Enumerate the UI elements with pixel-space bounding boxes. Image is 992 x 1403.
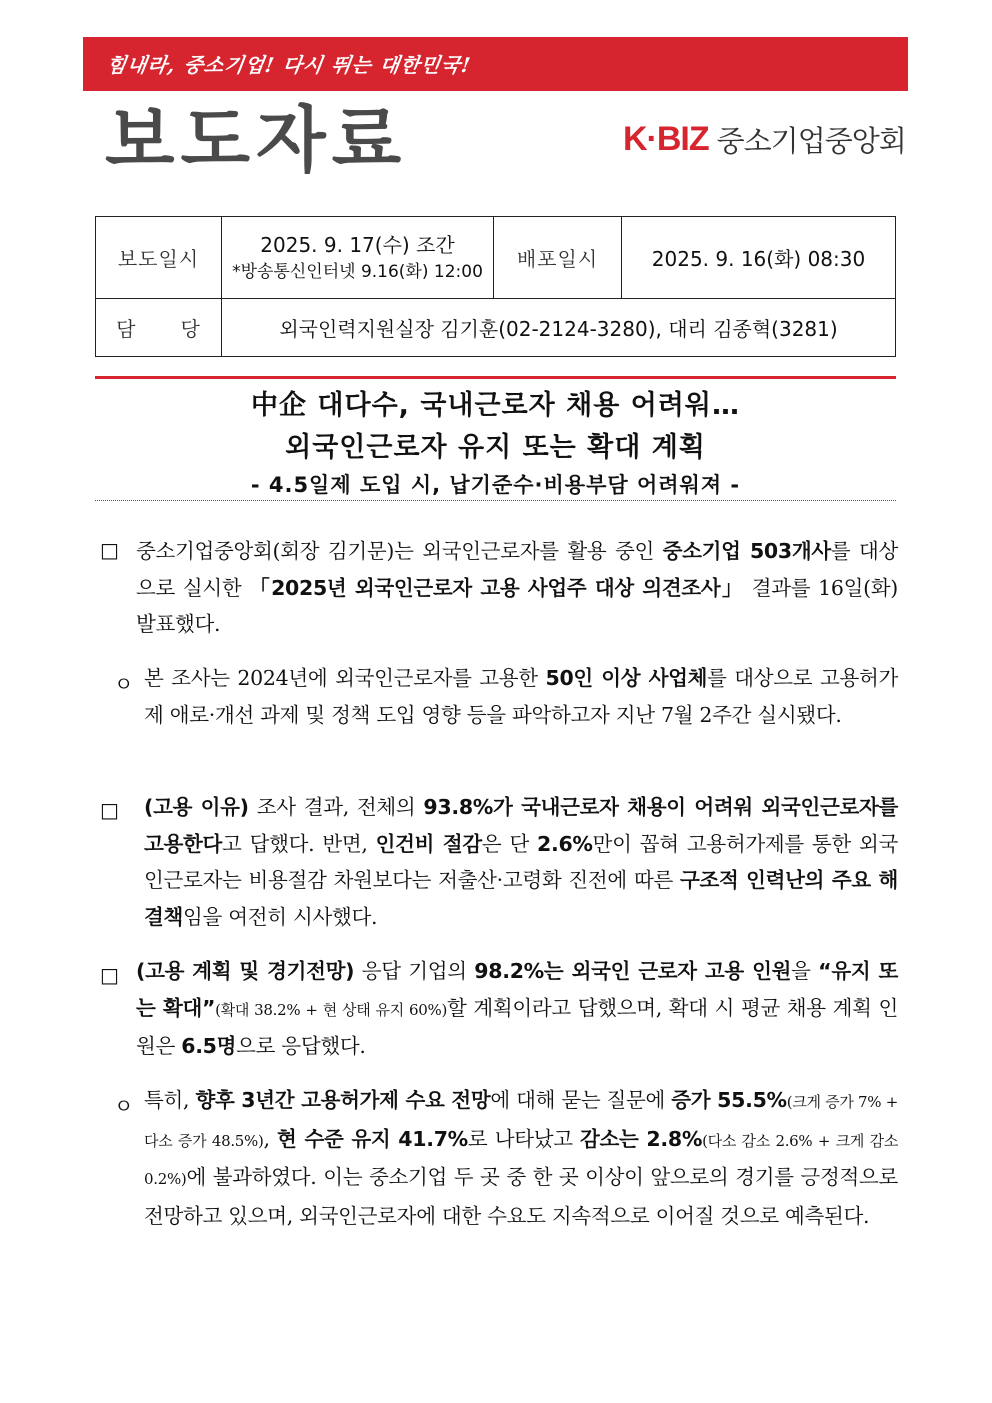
p5-bold-3: 현 수준 유지 41.7%	[277, 1126, 468, 1151]
p4-bold-3: 6.5명	[181, 1034, 237, 1058]
p3-text-3: 은 단	[481, 831, 538, 856]
p4-bold-1: 98.2%는 외국인 근로자 고용 인원	[474, 959, 792, 983]
square-bullet: □	[100, 538, 119, 562]
paragraph-3	[144, 789, 898, 935]
p5-text-2: 에 대해 묻는 질문에	[490, 1088, 672, 1112]
p1-text-3: 결과를 16일(화) 발표했다.	[136, 575, 898, 636]
p5-text-4: 로 나타났고	[467, 1126, 580, 1151]
p5-text-5: 에 불과하였다. 이는 중소기업 두 곳 중 한 곳 이상이 앞으로의 경기를 긍정적으로 전망하고 있으며, 외국인근로자에 대한 수요도 지속적으로 이어질 것으로 예측된다.	[144, 1165, 898, 1228]
p3-text-2: 고 답했다. 반면,	[222, 831, 376, 856]
logo-org-name: 중소기업중앙회	[716, 123, 906, 158]
p5-bold-2: 증가 55.5%	[671, 1088, 787, 1112]
p5-text-3: ,	[263, 1126, 278, 1151]
p3-text-5: 임을 여전히 시사했다.	[183, 904, 378, 929]
p5-bold-4: 감소는 2.8%	[580, 1126, 703, 1151]
p2-text-2: 를 대상으로 고용허가제 애로·개선 과제 및 정책 도입 영향 등을 파악하고자 지난 7월 2주간 실시됐다.	[144, 666, 898, 727]
p1-text-2: 를 대상으로 실시한	[136, 539, 898, 600]
headline-divider	[95, 500, 896, 501]
release-date-cell	[222, 217, 494, 299]
contact-label: 담 당	[96, 299, 222, 357]
doc-title: 보도자료	[105, 98, 408, 182]
paragraph-5	[144, 1082, 898, 1234]
p5-small-2: (다소 감소 2.6% + 크게 감소 0.2%)	[144, 1131, 899, 1188]
p1-bold-2: 「2025년 외국인근로자 고용 사업주 대상 의견조사」	[249, 575, 744, 600]
release-broadcast-note: *방송통신인터넷 9.16(화) 12:00	[232, 261, 483, 282]
p4-heading: (고용 계획 및 경기전망)	[136, 959, 355, 983]
contact-value: 외국인력지원실장 김기훈(02-2124-3280), 대리 김종혁(3281)	[222, 299, 896, 357]
headline-line1: 中企 대다수, 국내근로자 채용 어려워…	[251, 390, 740, 421]
headline	[95, 385, 896, 501]
p3-bold-4: 구조적 인력난의 주요 해결책	[144, 868, 898, 929]
circle-bullet: ㅇ	[114, 1094, 134, 1118]
p3-text-4: 만이 꼽혀 고용허가제를 통한 외국인근로자는 비용절감 차원보다는 저출산·고령화 진전에 따른	[144, 831, 898, 892]
p5-text-1: 특히,	[144, 1088, 196, 1112]
p3-text-1: 조사 결과, 전체의	[248, 795, 424, 819]
distribution-date-label: 배포일시	[494, 217, 622, 299]
p3-bold-1: 93.8%가 국내근로자 채용이 어려워 외국인근로자를 고용한다	[144, 795, 898, 856]
kbiz-logo	[623, 119, 906, 159]
p3-bold-2: 인건비 절감	[375, 831, 482, 856]
release-date-label: 보도일시	[96, 217, 222, 299]
circle-bullet: ㅇ	[114, 672, 134, 696]
slogan-text: 힘내라, 중소기업! 다시 뛰는 대한민국!	[105, 53, 473, 77]
slogan-banner	[83, 37, 908, 91]
p2-bold-1: 50인 이상 사업체	[545, 666, 708, 690]
paragraph-2	[144, 660, 898, 733]
headline-line2: 외국인근로자 유지 또는 확대 계획	[285, 432, 706, 463]
logo-mark: K·BIZ	[623, 119, 709, 158]
p5-bold-1: 향후 3년간 고용허가제 수요 전망	[195, 1088, 491, 1112]
p2-text-1: 본 조사는 2024년에 외국인근로자를 고용한	[144, 666, 546, 690]
p3-heading: (고용 이유)	[144, 795, 249, 819]
p5-small-1: (크게 증가 7% + 다소 증가 48.5%)	[144, 1093, 898, 1150]
p4-text-2: 을	[791, 959, 819, 983]
release-info-table	[95, 216, 896, 357]
square-bullet: □	[100, 963, 119, 987]
p4-small-1: (확대 38.2% + 현 상태 유지 60%)	[215, 1000, 447, 1019]
p4-text-1: 응답 기업의	[354, 959, 475, 983]
p4-bold-2: “유지 또는 확대”	[136, 959, 898, 1020]
p3-bold-3: 2.6%	[537, 831, 593, 856]
paragraph-4	[136, 953, 898, 1065]
paragraph-1	[136, 533, 898, 643]
red-divider	[95, 376, 896, 379]
square-bullet: □	[100, 798, 119, 822]
p1-text-1: 중소기업중앙회(회장 김기문)는 외국인근로자를 활용 중인	[136, 539, 663, 563]
headline-subtitle: - 4.5일제 도입 시, 납기준수·비용부담 어려워져 -	[250, 473, 741, 497]
distribution-date-value: 2025. 9. 16(화) 08:30	[622, 217, 896, 299]
p4-text-3: 할 계획이라고 답했으며, 확대 시 평균 채용 계획 인원은	[136, 995, 898, 1058]
p4-text-4: 으로 응답했다.	[236, 1034, 366, 1058]
release-date-value: 2025. 9. 17(수) 조간	[260, 232, 455, 257]
p1-bold-1: 중소기업 503개사	[662, 539, 831, 563]
